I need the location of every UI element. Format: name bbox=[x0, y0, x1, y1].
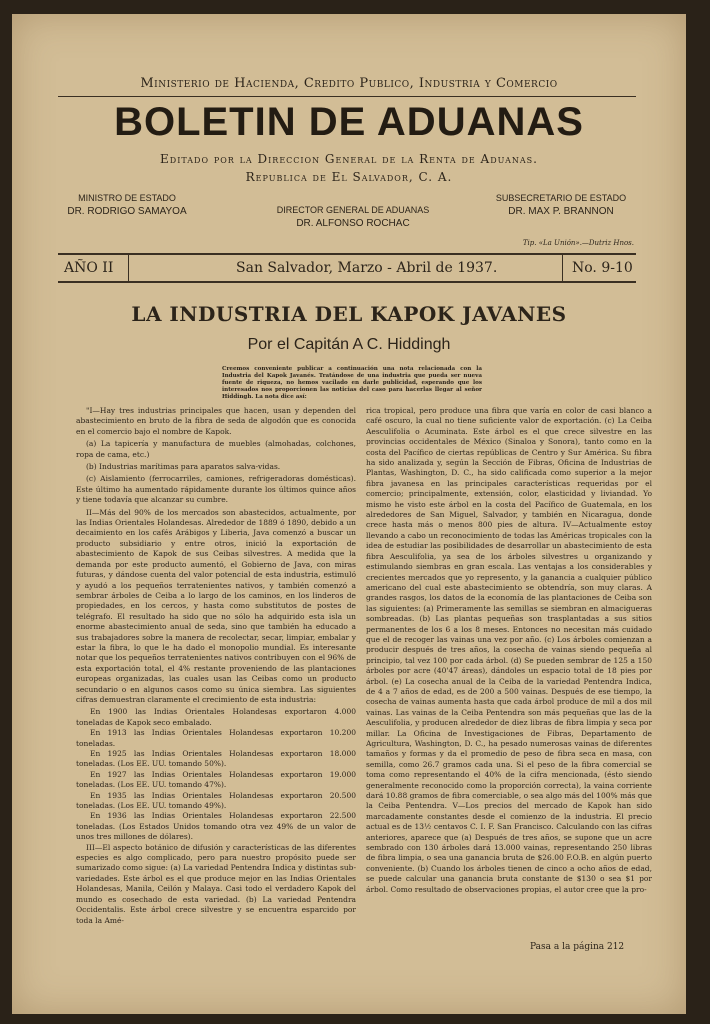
issue-separator-right bbox=[562, 255, 563, 281]
continued-on-page: Pasa a la página 212 bbox=[530, 942, 625, 952]
director-block bbox=[248, 204, 458, 230]
export-figure: En 1913 las Indias Orientales Holandesas exportaron 10.200 toneladas. bbox=[76, 728, 356, 748]
document-page bbox=[12, 14, 686, 1014]
article-column-right bbox=[366, 406, 652, 984]
export-figure: En 1925 las Indias Orientales Holandesas exportaron 18.000 toneladas. (Los EE. UU. tomando 50%). bbox=[76, 749, 356, 769]
paragraph: II—Más del 90% de los mercados son abastecidos, actualmente, por las Indias Orientales Holandesas. Alrededor de 1889 ó 1890, debido a un decaimiento en los cafés Arábigos y Liberia, Java comenzó a buscar un producto subsidiario y entre otros, inició la exportación de abastecimiento de Kapok de sus Ceibas silvestres. A medida que la demanda por este producto aumentó, el Gobierno de Java, con miras futuras, y dándose cuenta del valor potencial de esta industria, estimuló y ayudó a los pequeños terratenientes nativos, y también comenzó a sembrar árboles de Ceiba a lo largo de los caminos, en los linderos de propiedades, en los cercos, y hasta como substitutos de postes de telégrafo. El resultado ha sido que no sólo ha adquirido esta isla un enorme abastecimiento anual de seda, sino que también ha educado a sus trabajadores sobre la manera de recolectar, secar, limpiar, embalar y estar la fibra, lo que le ha dado el monopolio mundial. Es interesante notar que los pequeños terratenientes nativos contribuyen con el 96% de esta exportación total, el 4% restante proveniendo de las plantaciones europeas organizadas, las cuales usan las Ceibas como un producto secundario o en algunos casos como su única siembra. Las siguientes cifras demuestran claramente el crecimiento de esta industria: bbox=[76, 507, 356, 704]
paragraph: (c) Aislamiento (ferrocarriles, camiones, refrigeradoras domésticas). Este último ha aumentado rápidamente durante los últimos quince años y tiene todavía que alcanzar su cumbre. bbox=[76, 474, 356, 505]
export-figure: En 1935 las Indias Orientales Holandesas exportaron 20.500 toneladas. (Los EE. UU. tomando 49%). bbox=[76, 790, 356, 811]
issue-place-date: San Salvador, Marzo - Abril de 1937. bbox=[236, 260, 498, 276]
undersecretary-role: SUBSECRETARIO DE ESTADO bbox=[495, 193, 627, 203]
minister-block bbox=[52, 192, 202, 218]
export-figure: En 1900 las Indias Orientales Holandesas exportaron 4.000 toneladas de Kapok seco embalado. bbox=[76, 707, 356, 727]
article-byline: Por el Capitán A C. Hiddingh bbox=[247, 336, 451, 353]
header-rule-top bbox=[58, 96, 636, 97]
edited-by-line: Editado por la Direccion General de la Renta de Aduanas. bbox=[160, 152, 538, 166]
republic-line: Republica de El Salvador, C. A. bbox=[245, 170, 453, 184]
minister-role: MINISTRO DE ESTADO bbox=[78, 193, 176, 203]
article-headline: LA INDUSTRIA DEL KAPOK JAVANES bbox=[131, 302, 567, 326]
bulletin-title: BOLETIN DE ADUANAS bbox=[114, 100, 584, 144]
issue-bar bbox=[58, 253, 636, 283]
undersecretary-name: DR. MAX P. BRANNON bbox=[508, 206, 614, 217]
director-role: DIRECTOR GENERAL DE ADUANAS bbox=[276, 205, 430, 215]
paragraph: rica tropical, pero produce una fibra que varía en color de casi blanco a café oscuro, la cual no tiene suficiente valor de exportación. (c) La Ceiba Aesculifolia o Acuminata. Este árbol es el que crece silvestre en las provincias occidentales de México (Sinaloa y Sonora), tanto como en la costa del Pacífico de ciertas repúblicas de Centro y Sur América. Su fibra ha sido analizada y, según la Sección de Fibras, Oficina de Industrias de Plantas, Washington, D. C., ha sido calificada como superior a la mejor fibra javanesa en las principales características requeridas por el comercio; principalmente, extensión, color, elasticidad y liviandad. Yo mismo he visto este árbol en la costa del Pacífico de Guatemala, en los alrededores de San Miguel, Salvador, y también en Nicaragua, donde crece hasta más o menos 800 pies de altura. IV—Actualmente estoy llevando a cabo un reconocimiento de todas las Américas tropicales con la idea de estudiar las posibilidades de desarrollar un abastecimiento de esta fibra Aesculifolia, ya sea de los árboles silvestres u organizando y estimulando siembras en gran escala. Las ventajas a los considerables y crecientes mercados que yo represento, y la ganancia a cualquier público americano del cual este abastecimiento se obtendría, son muy claras. A grandes rasgos, los datos de la economía de las plantaciones de Ceiba son las siguientes: (a) Primeramente las semillas se siembran en almacigueras sombreadas. (b) Las plantas pequeñas son trasplantadas a sus sitios permanentes de los 6 a los 8 meses. Entonces no necesitan más cuidado que el de recoger las vainas una vez por año. (c) Los árboles comienzan a producir después de tres años, la cosecha de vainas siendo pequeña al principio, tal vez 100 por cada árbol. (d) Se pueden sembrar de 125 a 150 árboles por acre (40'47 áreas), dándoles un espacio total de 18 pies por árbol. (e) La cosecha anual de la Ceiba de la variedad Pentendra Indica, de 4 a 7 años de edad, es de 200 a 500 vainas. Después de ese tiempo, la cosecha de vainas aumenta hasta que cada árbol produce de mil a dos mil vainas. Las vainas de la Ceiba Pentendra son más pequeñas que las de la Aesculifolia, y producen alrededor de diez libras de fibra limpia y seca por millar. La Oficina de Investigaciones de Fibras, Departamento de Agricultura, Washington, D. C., ha pesado numerosas vainas de diferentes tamaños y formas y da el promedio de peso de fibra seca en masa, con semilla, como 26.7 gramos cada una. Si el peso de la fibra comercial se toma como representando el 40% de la cifra mencionada, (ésto siendo generalmente reconocido como la proporción correcta), la vaina corriente dará 10.88 gramos de fibra comerciable, o sea algo más del 100% más que la Ceiba Pentendra. V—Los precios del mercado de Kapok han sido marcadamente constantes desde el comienzo de la industria. El precio actual es de 13½ centavos C. I. F. San Francisco. Calculando con las cifras anteriores, aparece que (a) Después de tres años, se supone que un acre sembrado con 130 árboles dará 13.000 vainas, representando 250 libras de fibra limpia, o sea una ganancia bruta de $26.00 F.O.B. en algún puerto conveniente. (b) Cuando los árboles tienen de cinco a ocho años de edad, se puede calcular una ganancia bruta constante de $130 o sea $1 por árbol. Como resultado de observaciones propias, el autor cree que la pro- bbox=[366, 406, 652, 894]
paragraph: (a) La tapicería y manufactura de muebles (almohadas, colchones, ropa de cama, etc.) bbox=[76, 439, 356, 459]
issue-number: No. 9-10 bbox=[572, 260, 633, 276]
ministry-line: Ministerio de Hacienda, Credito Publico, Industria y Comercio bbox=[140, 76, 558, 91]
export-figure: En 1927 las Indias Orientales Holandesas exportaron 19.000 toneladas. (Los EE. UU. tomando 47%). bbox=[76, 769, 356, 790]
editor-intro-note: Creemos conveniente publicar a continuación una nota relacionada con la Industria del Kapok Javanés. Tratándose de una industria que pueda ser nueva fuente de riqueza, no hemos vacilado en darle publicidad, esperando que los interesados nos proporcionen las noticias del caso para hacerlas llegar al señor Hiddingh. La nota dice así: bbox=[222, 366, 482, 400]
director-name: DR. ALFONSO ROCHAC bbox=[296, 218, 410, 229]
paragraph: III—El aspecto botánico de difusión y características de las diferentes especies es algo complicado, pero para nuestro propósito puede ser sumarizado como sigue: (a) La variedad Pentendra Indica y distintas sub-variedades. Este árbol es el que produce mejor en las Indias Orientales Holandesas, Manila, Ceilón y Malaya. Casi todo el verdadero Kapok del mundo es cosechado de esta variedad. (b) La variedad Pentendra Occidentalis. Este árbol crece silvestre y se encuentra esparcido por toda la Amé- bbox=[76, 842, 356, 925]
undersecretary-block bbox=[486, 192, 636, 218]
minister-name: DR. RODRIGO SAMAYOA bbox=[67, 206, 187, 217]
issue-separator-left bbox=[128, 255, 129, 281]
paragraph: "I—Hay tres industrias principales que hacen, usan y dependen del abastecimiento en bruto de la fibra de seda de algodón que es conocida en el comercio bajo el nombre de Kapok. bbox=[76, 406, 356, 436]
export-figure: En 1936 las Indias Orientales Holandesas exportaron 22.500 toneladas. (Los Estados Unidos tomando otra vez 49% de un valor de unos tres millones de dólares). bbox=[76, 811, 356, 842]
officials-block bbox=[52, 192, 636, 242]
article-column-left bbox=[76, 406, 356, 994]
issue-year: AÑO II bbox=[64, 260, 114, 276]
paragraph: (b) Industrias marítimas para aparatos salva-vidas. bbox=[86, 462, 281, 472]
printer-note: Tip. «La Unión».—Dutriz Hnos. bbox=[522, 239, 634, 247]
